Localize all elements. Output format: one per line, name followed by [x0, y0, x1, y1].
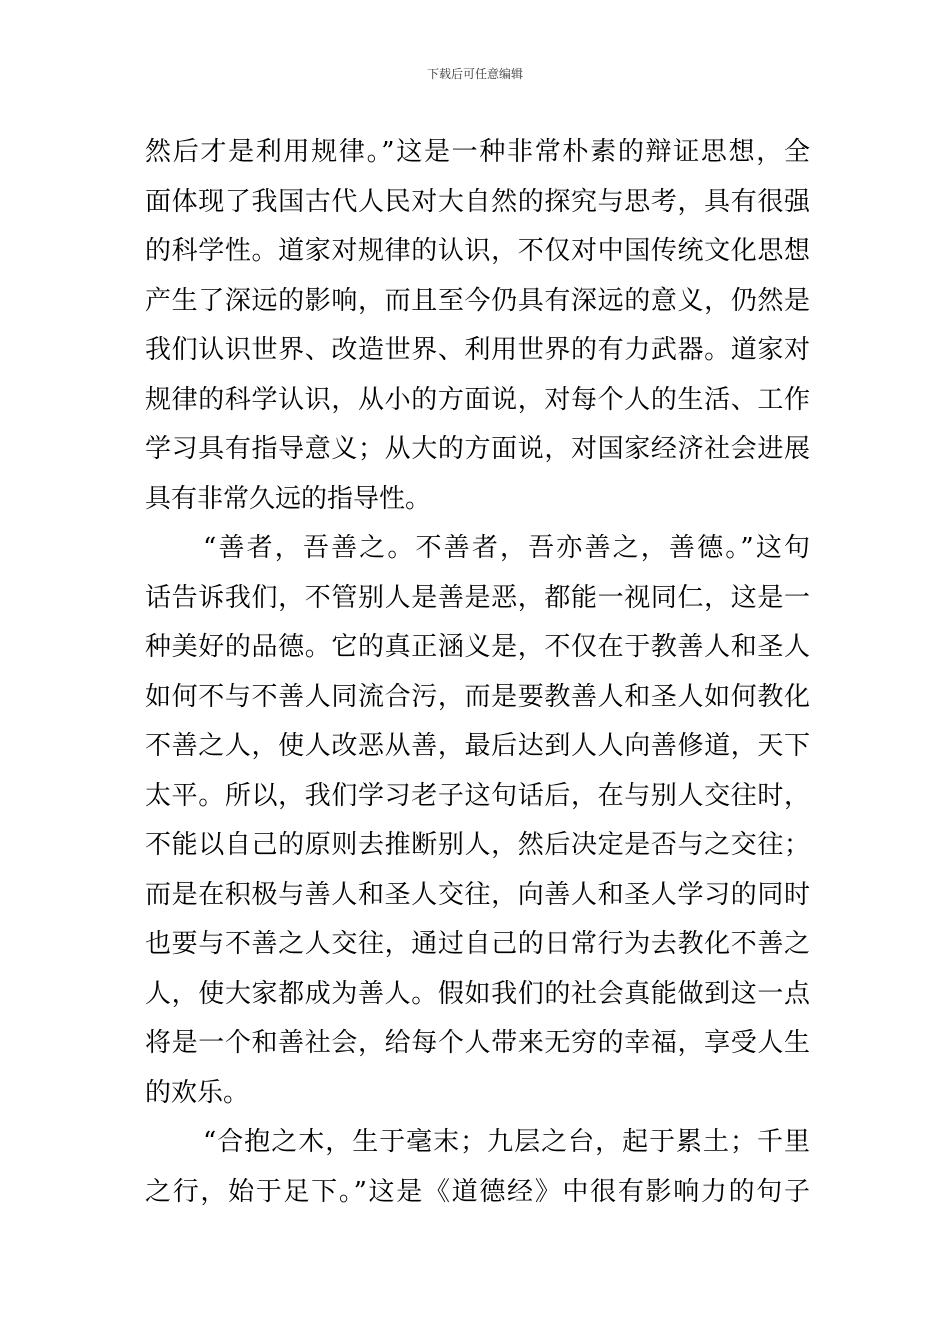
- text-line: “合抱之木，生于毫末；九层之台，起于累土；千里: [203, 1127, 810, 1157]
- text-line: 话告诉我们，不管别人是善是恶，都能一视同仁，这是一: [145, 582, 810, 613]
- text-line: 而是在积极与善人和圣人交往，向善人和圣人学习的同时: [145, 879, 810, 910]
- text-line: 的欢乐。: [145, 1077, 250, 1108]
- paragraph-1: [145, 128, 810, 524]
- text-line: 具有非常久远的指导性。: [145, 483, 432, 514]
- paragraph-3: [145, 1118, 810, 1217]
- text-line: 不善之人，使人改恶从善，最后达到人人向善修道，天下: [145, 731, 810, 761]
- text-line: 之行，始于足下。”这是《道德经》中很有影响力的句子: [145, 1176, 810, 1207]
- text-line: 产生了深远的影响，而且至今仍具有深远的意义，仍然是: [145, 285, 810, 316]
- text-line: 如何不与不善人同流合污，而是要教善人和圣人如何教化: [145, 681, 810, 712]
- text-line: 面体现了我国古代人民对大自然的探究与思考，具有很强: [145, 186, 810, 217]
- text-line: 太平。所以，我们学习老子这句话后，在与别人交往时，: [145, 780, 810, 811]
- text-line: 我们认识世界、改造世界、利用世界的有力武器。道家对: [145, 335, 810, 365]
- text-line: 规律的科学认识，从小的方面说，对每个人的生活、工作: [145, 384, 810, 415]
- text-line: 不能以自己的原则去推断别人，然后决定是否与之交往；: [145, 830, 810, 860]
- paragraph-2: [145, 524, 810, 1118]
- text-line: 的科学性。道家对规律的认识，不仅对中国传统文化思想: [145, 236, 810, 266]
- text-line: 将是一个和善社会，给每个人带来无穷的幸福，享受人生: [145, 1028, 810, 1058]
- document-body: [145, 128, 810, 1217]
- text-line: 人，使大家都成为善人。假如我们的社会真能做到这一点: [145, 978, 810, 1009]
- text-line: 学习具有指导意义；从大的方面说，对国家经济社会进展: [145, 434, 810, 464]
- text-line: 也要与不善之人交往，通过自己的日常行为去教化不善之: [145, 929, 810, 959]
- page-header: 下载后可任意编辑: [426, 67, 523, 81]
- text-line: 然后才是利用规律。”这是一种非常朴素的辩证思想，全: [145, 137, 810, 167]
- text-line: 种美好的品德。它的真正涵义是，不仅在于教善人和圣人: [145, 632, 810, 662]
- text-line: “善者，吾善之。不善者，吾亦善之，善德。”这句: [203, 533, 810, 563]
